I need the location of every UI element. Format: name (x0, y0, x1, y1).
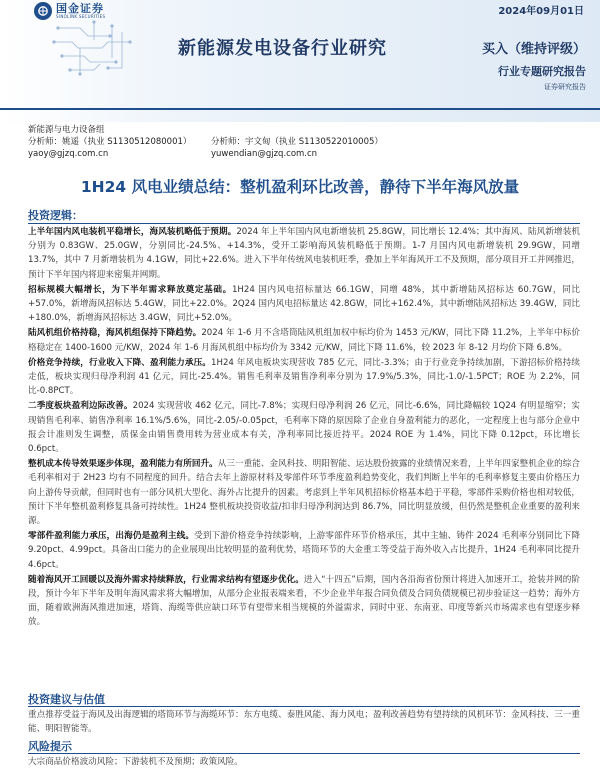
risk-body: 大宗商品价格波动风险；下游装机不及预期；政策风险。 (28, 757, 243, 767)
industry-title: 新能源发电设备行业研究 (178, 38, 387, 59)
sector-label: 新能源与电力设备组 (28, 125, 105, 135)
paragraph: 随着海风开工回暖以及海外需求持续释放，行业需求结构有望逐步优化。进入“十四五”后期，国内各沿海省份预计将进入加速开工，抢装并网的阶段，预计今年下半年及明年海风需求将大幅增加，从部分企业报表端来看，不少企业半年报合同负债及合同负债规模已初步验证这一趋势；海外方面，随着欧洲海风推进加速，塔筒、海缆等供应缺口环节有望带来相当规模的外溢需求，同时中亚、东南亚、印度等新兴市场需求也有望逐步释放。 (28, 574, 580, 628)
logic-divider (28, 223, 580, 224)
report-title: 1H24 风电业绩总结：整机盈利环比改善，静待下半年海风放量 (80, 178, 520, 196)
analyst-1-email[interactable]: yaoy@gjzq.com.cn (28, 149, 109, 159)
logic-heading: 投资逻辑： (28, 209, 83, 222)
advice-divider (28, 706, 580, 707)
report-date: 2024年09月01日 (498, 6, 584, 17)
paragraph: 零部件盈利能力承压，出海仍是盈利主线。受到下游价格竞争持续影响，上游零部件环节价格承压，其中主轴、铸件 2024 毛利率分别同比下降 9.20pct、4.99pct。具备出口能力的企业展现出比较明显的盈利优势，塔筒环节的大金重工等受益于海外收入占比提升，1H24 毛利率同比提升 4.6pct。 (28, 531, 580, 570)
report-subtype: 证券研究报告 (544, 83, 586, 91)
logo-name: 国金证券 (56, 2, 104, 15)
circuit-graphic (50, 18, 140, 80)
paragraph: 上半年国内风电装机平稳增长，海风装机略低于预期。2024 年上半年国内风电新增装机 25.8GW，同比增长 12.4%；其中海风、陆风新增装机分别为 0.83GW、25.0GW，分别同比-24.5%、+14.3%，受开工影响海风装机略低于预期。1-7 月国内风电新增装机 29.9GW，同增 13.7%，其中 7 月新增装机为 4.1GW，同比+22.6%。进入下半年传统风电装机旺季，叠加上半年海风开工不及预期，部分项目开工并网推迟，预计下半年国内将迎来密集并网期。 (28, 227, 580, 280)
logic-body (28, 225, 580, 631)
paragraph: 招标规模大幅增长，为下半年需求释放奠定基础。1H24 国内风电招标量达 66.1GW，同增 48%，其中新增陆风招标达 60.7GW，同比+57.0%，新增海风招标达 5.4GW，同比+22.0%。2Q24 国内风电招标量达 42.8GW，同比+162.4%，其中新增陆风招标达 39.4GW，同比+180.0%，新增海风招标达 3.4GW，同比+52.0%。 (28, 284, 580, 324)
risk-heading: 风险提示 (28, 740, 72, 753)
paragraph: 陆风机组价格持稳，海风机组保持下降趋势。2024 年 1-6 月不含塔筒陆风机组加权中标均价为 1453 元/KW，同比下降 11.2%，上半年中标价格稳定在 1400-1600 元/KW，2024 年 1-6 月海风机组中标均价为 3342 元/KW，同比下降 11.6%，较 2023 年 8-12 月均价下降 6.8%。 (28, 328, 580, 353)
paragraph: 整机成本传导效果逐步体现，盈利能力有所回升。从三一重能、金风科技、明阳智能、运达股份披露的业绩情况来看，上半年四家整机企业的综合毛利率相对于 2H23 均有不同程度的回升。结合去年上游原材料及零部件环节季度盈利趋势变化，我们判断上半年的毛利率修复主要由价格压力向上游传导贡献，但同时也有一部分风机大型化、海外占比提升的因素。考虑到上半年风机招标价格基本趋于平稳，零部件采购价格也相对较低，预计下半年整机盈利修复具备可持续性。1H24 整机板块投资收益/扣非归母净利润达到 86.7%，同比明显放缓，但仍然是整机企业重要的盈利来源。 (28, 459, 580, 527)
analyst-2: 分析师：宇文甸（执业 S1130522010005） (211, 137, 383, 147)
advice-heading: 投资建议与估值 (28, 693, 105, 706)
paragraph: 价格竞争持续，行业收入下降、盈利能力承压。1H24 年风电板块实现营收 785 亿元，同比-3.3%；由于行业竞争持续加剧，下游招标价格持续走低，板块实现归母净利润 41 亿元，同比-25.4%。销售毛利率及销售净利率分别为 17.9%/5.3%，同比-1.0/-1.5PCT；ROE 为 2.2%，同比-0.8PCT。 (28, 357, 580, 397)
logo-english: SINOLINK SECURITIES (56, 14, 106, 19)
paragraph: 二季度板块盈利边际改善。2024 实现营收 462 亿元，同比-7.8%；实现归母净利润 26 亿元，同比-6.6%，同比降幅较 1Q24 有明显缩窄；实现销售毛利率、销售净利率 16.1%/5.6%，同比-2.05/-0.05pct，毛利率下降的原因除了企业自身盈利能力的恶化，一定程度上也与部分企业中报会计准则发生调整，质保金由销售费用转为营业成本有关，净利率同比接近持平。2024 ROE 为 1.4%，同比下降 0.12pct，环比增长 0.6pct。 (28, 401, 580, 455)
analyst-2-email[interactable]: yuwendian@gjzq.com.cn (211, 149, 318, 159)
report-type: 行业专题研究报告 (498, 65, 586, 78)
report-header (0, 0, 600, 122)
header-divider (0, 108, 600, 110)
analyst-info (28, 124, 383, 160)
rating-label: 买入（维持评级） (481, 42, 586, 57)
risk-divider (28, 753, 580, 754)
advice-body: 重点推荐受益于海风及出海逻辑的塔筒环节与海缆环节：东方电缆、泰胜风能、海力风电；盈利改善趋势有望持续的风机环节：金风科技、三一重能、明阳智能等。 (28, 710, 580, 735)
analyst-1: 分析师：姚遥（执业 S1130512080001） (28, 137, 192, 147)
